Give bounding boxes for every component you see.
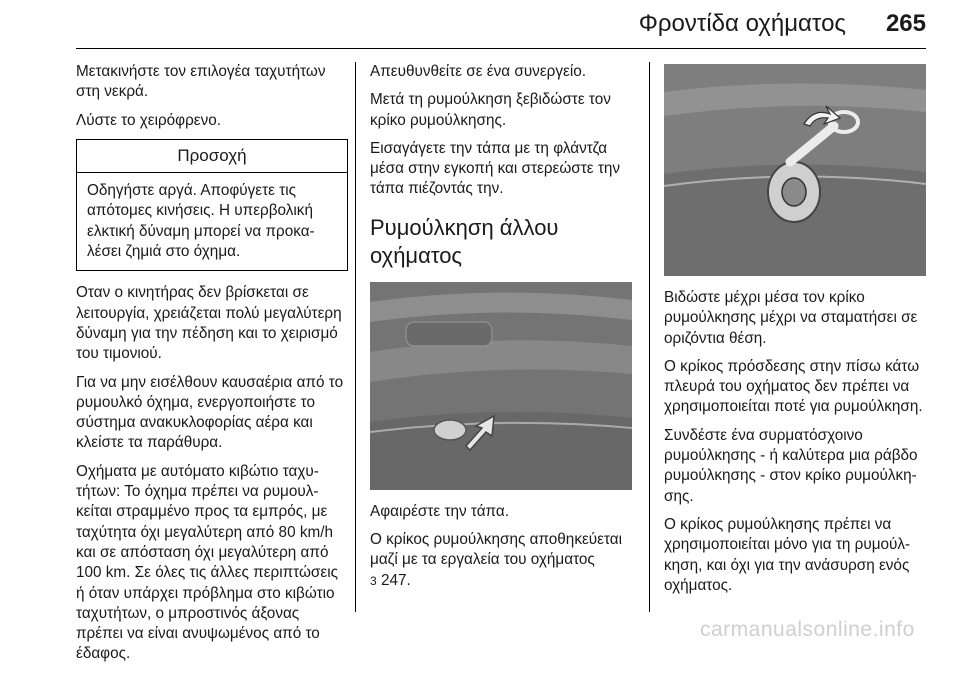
page-number: 265 (885, 10, 926, 37)
paragraph: Για να μην εισέλθουν καυσαέρια από το ρυμουλκό όχημα, ενεργοποιήστε το σύστημα ανακυκλοφορίας αέρα και κλείστε τα παράθυρα. (76, 373, 344, 452)
paragraph: Συνδέστε ένα συρματόσχοινο ρυμούλκησης - ή καλύτερα μια ράβδο ρυμούλκησης - στον κρίκο ρυμούλκησης. (664, 426, 918, 505)
paragraph-text: Ο κρίκος ρυμούλκησης αποθηκεύεται μαζί με τα εργαλεία του οχήματος (370, 531, 623, 569)
bumper-cover-illustration (370, 282, 632, 490)
paragraph: Οταν ο κινητήρας δεν βρίσκεται σε λειτουργία, χρειάζεται πολύ μεγαλύτερη δύναμη για την πέδηση και το χειρισμό του τιμονιού. (76, 284, 342, 363)
paragraph (370, 530, 632, 591)
header-title: Φροντίδα οχήματος (638, 10, 846, 37)
cross-reference-symbol: 3 (370, 573, 377, 588)
caution-text: Οδηγήστε αργά. Αποφύγετε τις απότομες κινήσεις. Η υπερβολική ελκτική δύναμη μπορεί να προκαλέσει ζημιά στο όχημα. (87, 182, 315, 261)
paragraph: Απευθυνθείτε σε ένα συνεργείο. (370, 63, 586, 80)
paragraph: Αφαιρέστε την τάπα. (370, 502, 509, 520)
towing-eye-illustration (664, 64, 926, 276)
paragraph: Ο κρίκος πρόσδεσης στην πίσω κάτω πλευρά του οχήματος δεν πρέπει να χρησιμοποιείται ποτέ για ρυμούλκηση. (664, 357, 923, 416)
page-header (76, 0, 926, 49)
paragraph: Μετά τη ρυμούλκηση ξεβιδώστε τον κρίκο ρυμούλκησης. (370, 91, 611, 129)
watermark: carmanualsonline.info (700, 618, 915, 641)
caution-title: Προσοχή (77, 140, 347, 173)
paragraph: Εισαγάγετε την τάπα με τη φλάντζα μέσα στην εγκοπή και στερεώστε την τάπα πιέζοντάς την. (370, 139, 621, 198)
paragraph: Βιδώστε μέχρι μέσα τον κρίκο ρυμούλκησης μέχρι να σταματήσει σε οριζόντια θέση. (664, 289, 918, 347)
column-divider (355, 62, 356, 612)
cross-reference-page: 247. (380, 571, 411, 589)
column-3 (664, 62, 926, 604)
section-heading: Ρυμούλκηση άλλου οχήματος (370, 214, 559, 268)
column-divider (649, 62, 650, 612)
column-2 (370, 62, 632, 599)
paragraph: Λύστε το χειρόφρενο. (76, 111, 222, 129)
caution-box (76, 139, 348, 271)
column-1 (76, 62, 348, 673)
paragraph: Ο κρίκος ρυμούλκησης πρέπει να χρησιμοποιείται μόνο για τη ρυμούλκηση, και όχι για την ανάσυρση ενός οχήματος. (664, 515, 911, 594)
paragraph: Οχήματα με αυτόματο κιβώτιο ταχυτήτων: Το όχημα πρέπει να ρυμουλκείται στραμμένο προς τα εμπρός, με ταχύτητα όχι μεγαλύτερη από 80 km/h και σε απόσταση όχι μεγαλύτερη από 100 km. Σε όλες τις άλλες περιπτώσεις ή όταν υπάρχει πρόβλημα στο κιβώτιο ταχυτήτων, ο μπροστινός άξονας πρέπει να είναι ανυψωμένος από το έδαφος. (76, 462, 338, 663)
paragraph: Μετακινήστε τον επιλογέα ταχυτήτων στη νεκρά. (76, 63, 326, 101)
